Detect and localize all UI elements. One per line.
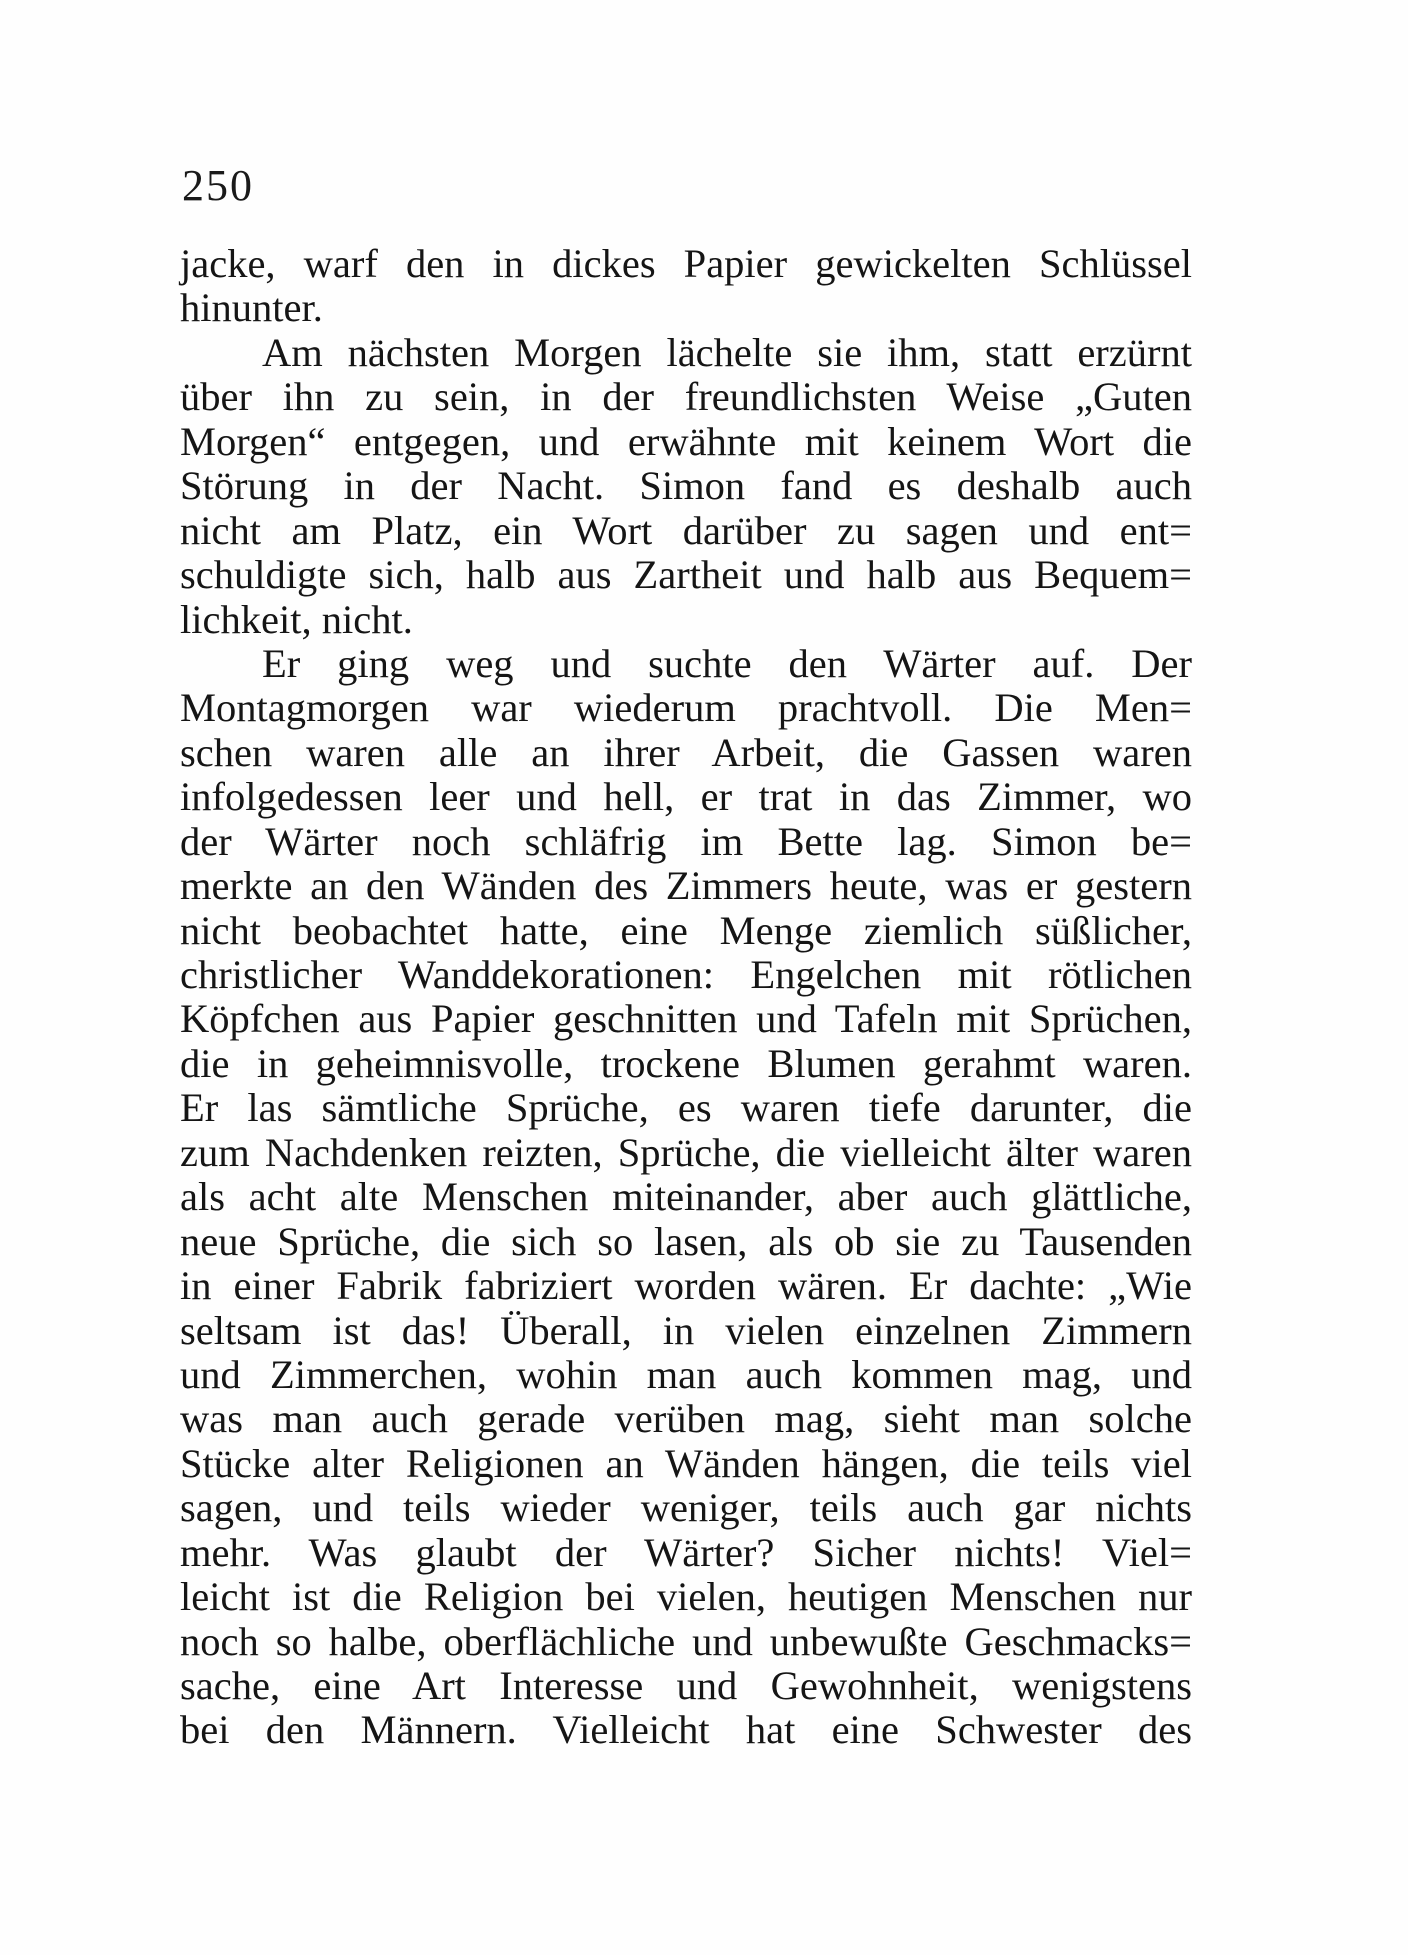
text-line: leicht ist die Religion bei vielen, heutigen Menschen nur <box>180 1574 1192 1620</box>
text-line: mehr. Was glaubt der Wärter? Sicher nichts! Viel= <box>180 1529 1192 1575</box>
text-line: infolgedessen leer und hell, er trat in das Zimmer, wo <box>180 774 1192 820</box>
text-line: die in geheimnisvolle, trockene Blumen gerahmt waren. <box>180 1040 1192 1086</box>
text-line: was man auch gerade verüben mag, sieht man solche <box>180 1396 1192 1442</box>
text-line: christlicher Wanddekorationen: Engelchen mit rötlichen <box>180 952 1192 997</box>
text-line: jacke, warf den in dickes Papier gewickelten Schlüssel <box>180 241 1192 286</box>
text-line: neue Sprüche, die sich so lasen, als ob sie zu Tausenden <box>180 1218 1192 1264</box>
text-line: Er ging weg und suchte den Wärter auf. Der <box>262 640 1192 686</box>
text-line: nicht am Platz, ein Wort darüber zu sagen und ent= <box>180 507 1192 553</box>
text-line: in einer Fabrik fabriziert worden wären. Er dachte: „Wie <box>180 1263 1192 1309</box>
text-line: als acht alte Menschen miteinander, aber auch glättliche, <box>180 1174 1192 1220</box>
text-line: merkte an den Wänden des Zimmers heute, was er gestern <box>180 863 1192 909</box>
text-line: Am nächsten Morgen lächelte sie ihm, statt erzürnt <box>262 329 1192 375</box>
text-line: und Zimmerchen, wohin man auch kommen mag, und <box>180 1351 1192 1397</box>
body-text <box>180 242 1192 1753</box>
text-line: Störung in der Nacht. Simon fand es deshalb auch <box>180 463 1192 509</box>
text-line: schuldigte sich, halb aus Zartheit und halb aus Bequem= <box>180 552 1192 598</box>
text-line: hinunter. <box>180 285 323 331</box>
text-line: bei den Männern. Vielleicht hat eine Schwester des <box>180 1707 1192 1753</box>
text-line: sache, eine Art Interesse und Gewohnheit, wenigstens <box>180 1663 1192 1708</box>
text-line: der Wärter noch schläfrig im Bette lag. Simon be= <box>180 818 1192 864</box>
text-line: Köpfchen aus Papier geschnitten und Tafeln mit Sprüchen, <box>180 996 1192 1042</box>
page-number: 250 <box>182 161 254 210</box>
text-line: Er las sämtliche Sprüche, es waren tiefe darunter, die <box>180 1085 1192 1131</box>
text-line: Morgen“ entgegen, und erwähnte mit keinem Wort die <box>180 418 1192 464</box>
text-line: schen waren alle an ihrer Arbeit, die Gassen waren <box>180 729 1192 775</box>
text-line: lichkeit, nicht. <box>180 596 413 642</box>
text-line: Stücke alter Religionen an Wänden hängen, die teils viel <box>180 1440 1192 1486</box>
text-line: sagen, und teils wieder weniger, teils auch gar nichts <box>180 1485 1192 1531</box>
text-line: Montagmorgen war wiederum prachtvoll. Die Men= <box>180 685 1192 731</box>
text-line: zum Nachdenken reizten, Sprüche, die vielleicht älter waren <box>180 1129 1192 1175</box>
text-line: über ihn zu sein, in der freundlichsten Weise „Guten <box>180 374 1192 420</box>
text-line: noch so halbe, oberflächliche und unbewußte Geschmacks= <box>180 1618 1192 1664</box>
text-line: seltsam ist das! Überall, in vielen einzelnen Zimmern <box>180 1307 1192 1353</box>
text-line: nicht beobachtet hatte, eine Menge ziemlich süßlicher, <box>180 907 1192 953</box>
